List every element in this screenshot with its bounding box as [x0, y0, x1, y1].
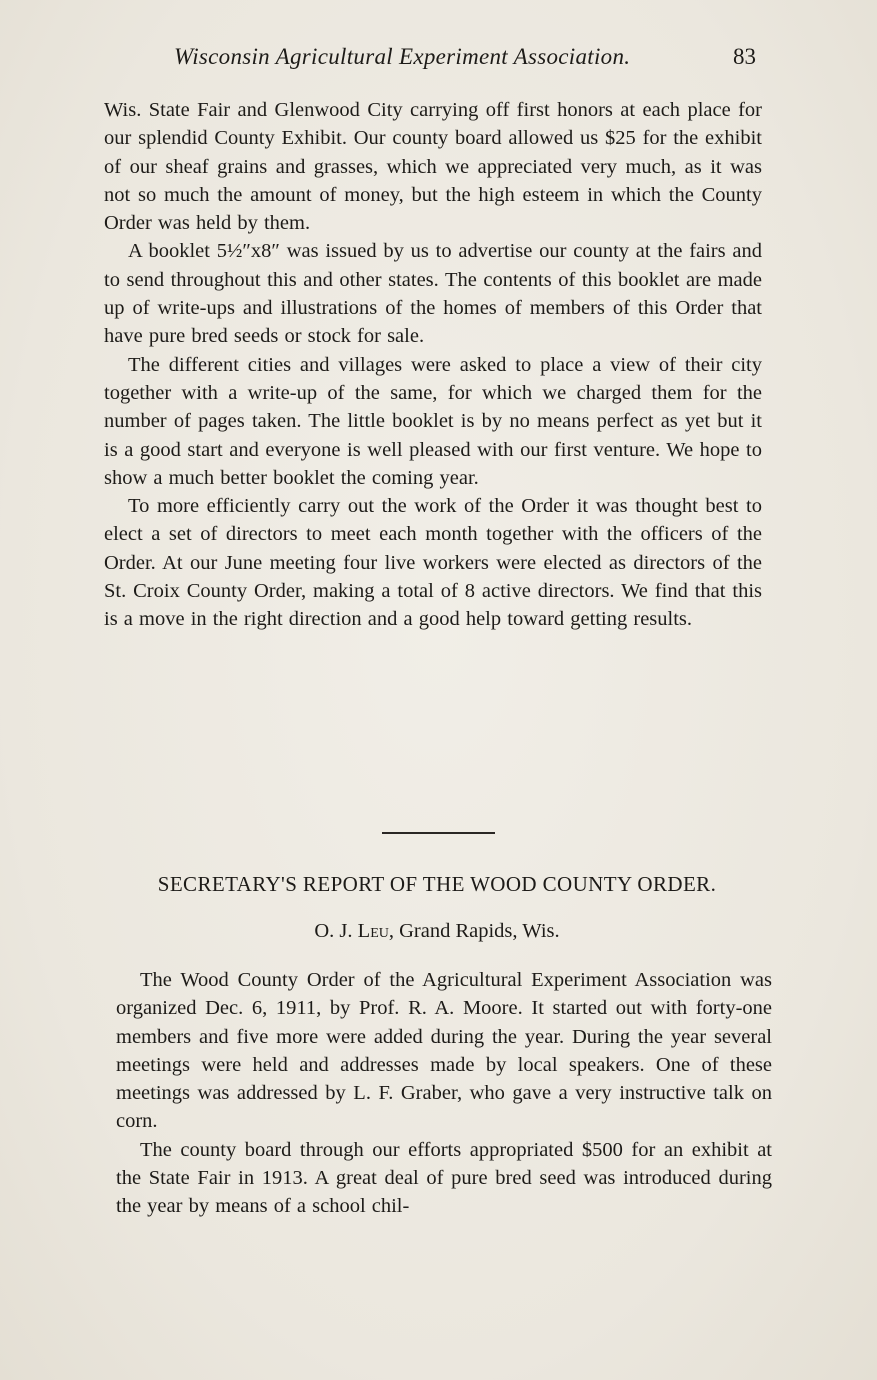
- st-croix-report-continuation: [104, 96, 762, 634]
- author-place: , Grand Rapids, Wis.: [388, 920, 560, 942]
- section-heading: SECRETARY'S REPORT OF THE WOOD COUNTY ORDER.: [157, 872, 717, 896]
- paragraph-directors: To more efficiently carry out the work of the Order it was thought best to elect a set of directors to meet each month together with the officers of the Order. At our June meeting four live workers were elected as directors of the St. Croix County Order, making a total of 8 active directors. We find that this is a move in the right direction and a good help toward getting results.: [104, 495, 762, 631]
- running-head-title: Wisconsin Agricultural Experiment Association.: [174, 44, 631, 69]
- wood-county-report: [116, 966, 772, 1221]
- author-byline: [104, 920, 770, 943]
- running-head: [104, 44, 762, 76]
- paragraph-cities-villages: The different cities and villages were asked to place a view of their city together with a write-up of the same, for which we charged them for the number of pages taken. The little booklet is by no means perfect as yet but it is a good start and everyone is well pleased with our first venture. We hope to show a much better booklet the coming year.: [104, 353, 762, 489]
- page-number: 83: [733, 44, 756, 69]
- section-divider: [382, 832, 495, 834]
- paragraph-organization: The Wood County Order of the Agricultural Experiment Association was organized Dec. 6, 1911, by Prof. R. A. Moore. It started out with forty-one members and five more were added during the year. During the year several meetings were held and addresses made by local speakers. One of these meetings was addressed by L. F. Graber, who gave a very instructive talk on corn.: [116, 969, 772, 1133]
- paragraph-county-board: The county board through our efforts appropriated $500 for an exhibit at the State Fair in 1913. A great deal of pure bred seed was introduced during the year by means of a school chil-: [116, 1138, 772, 1218]
- paragraph-fair-exhibit: Wis. State Fair and Glenwood City carrying off first honors at each place for our splendid County Exhibit. Our county board allowed us $25 for the exhibit of our sheaf grains and grasses, which we appreciated very much, as it was not so much the amount of money, but the high esteem in which the County Order was held by them.: [104, 99, 762, 235]
- paragraph-booklet: A booklet 5½″x8″ was issued by us to advertise our county at the fairs and to send throughout this and other states. The contents of this booklet are made up of write-ups and illustrations of the homes of members of this Order that have pure bred seeds or stock for sale.: [104, 240, 762, 348]
- author-surname: Leu: [357, 920, 389, 942]
- author-initials: O. J.: [314, 920, 353, 942]
